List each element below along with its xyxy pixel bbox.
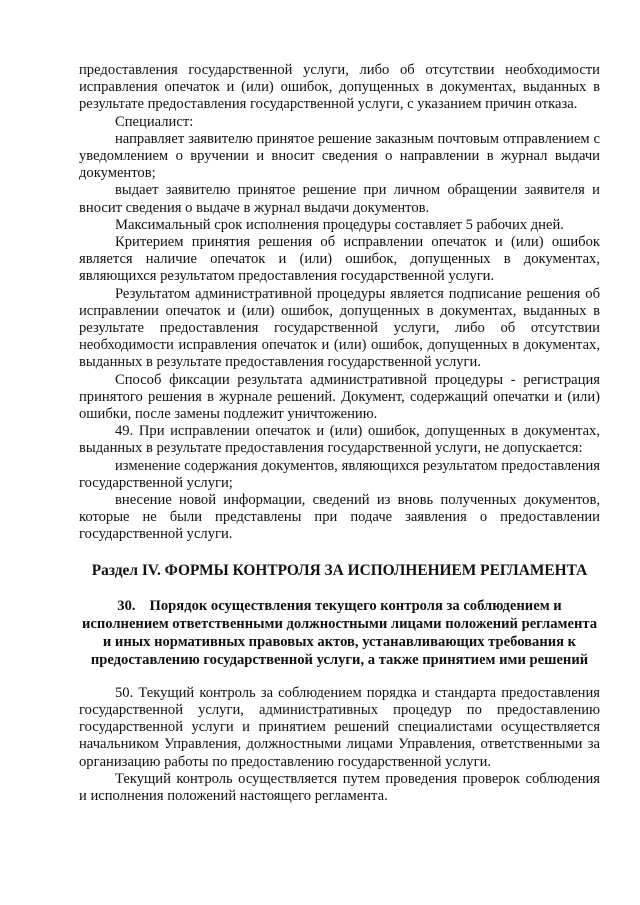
body-text-top [79,62,600,544]
paragraph-change-content: изменение содержания документов, являющихся результатом предоставления государственной услуги; [79,457,600,491]
paragraph-send-by-mail: направляет заявителю принятое решение заказным почтовым отправлением с уведомлением о вручении и вносит сведения о направлении в журнал выдачи документов; [79,130,600,182]
paragraph-current-control: Текущий контроль осуществляется путем проведения проверок соблюдения и исполнения положений настоящего регламента. [79,770,600,804]
sub-heading-number: 30. [117,597,136,614]
paragraph-hand-over: выдает заявителю принятое решение при личном обращении заявителя и вносит сведения о выдаче в журнал выдачи документов. [79,182,600,216]
paragraph-new-information: внесение новой информации, сведений из вновь полученных документов, которые не были представлены при подаче заявления о предоставлении государственной услуги. [79,492,600,543]
paragraph-max-term: Максимальный срок исполнения процедуры составляет 5 рабочих дней. [115,216,564,233]
paragraph-fixation-method: Способ фиксации результата административной процедуры - регистрация принятого решения в журнале решений. Документ, содержащий опечатки и (или) ошибки, после замены подлежит уничтожению. [79,371,600,423]
paragraph-procedure-result: Результатом административной процедуры является подписание решения об исправлении опечаток и (или) ошибок, допущенных в документах, выданных в результате предоставления государственной услуги, либо об отсутствии необходимости исправления опечаток и (или) ошибок, допущенных в документах, выданных в результате предоставления государственной услуги. [79,285,600,371]
paragraph-item-49: 49. При исправлении опечаток и (или) ошибок, допущенных в документах, выданных в результате предоставления государственной услуги, не допускается: [79,423,600,457]
section-heading: Раздел IV. ФОРМЫ КОНТРОЛЯ ЗА ИСПОЛНЕНИЕМ РЕГЛАМЕНТА [91,561,588,579]
paragraph-decision-criterion: Критерием принятия решения об исправлении опечаток и (или) ошибок является наличие опечаток и (или) ошибок, допущенных в документах, являющихся результатом предоставления государственной услуги. [79,234,600,285]
sub-heading-30 [79,597,600,669]
body-text-bottom [79,685,600,805]
paragraph-specialist: Специалист: [115,113,194,130]
paragraph-item-50: 50. Текущий контроль за соблюдением порядка и стандарта предоставления государственной услуги, административных процедур по предоставлению государственной услуги и принятием решений специалистами осуществляется начальником Управления, должностными лицами Управления, ответственными за организацию работы по предоставлению государственной услуги. [79,684,600,770]
paragraph-refusal-continuation: предоставления государственной услуги, либо об отсутствии необходимости исправления опечаток и (или) ошибок, допущенных в документах, выданных в результате предоставления государственной услуги, с указанием причин отказа. [79,62,600,113]
sub-heading-text: Порядок осуществления текущего контроля за соблюдением и исполнением ответственными должностными лицами положений регламента и иных нормативных правовых актов, устанавливающих требования к предоставлению государственной услуги, а также принятием ими решений [81,597,598,668]
